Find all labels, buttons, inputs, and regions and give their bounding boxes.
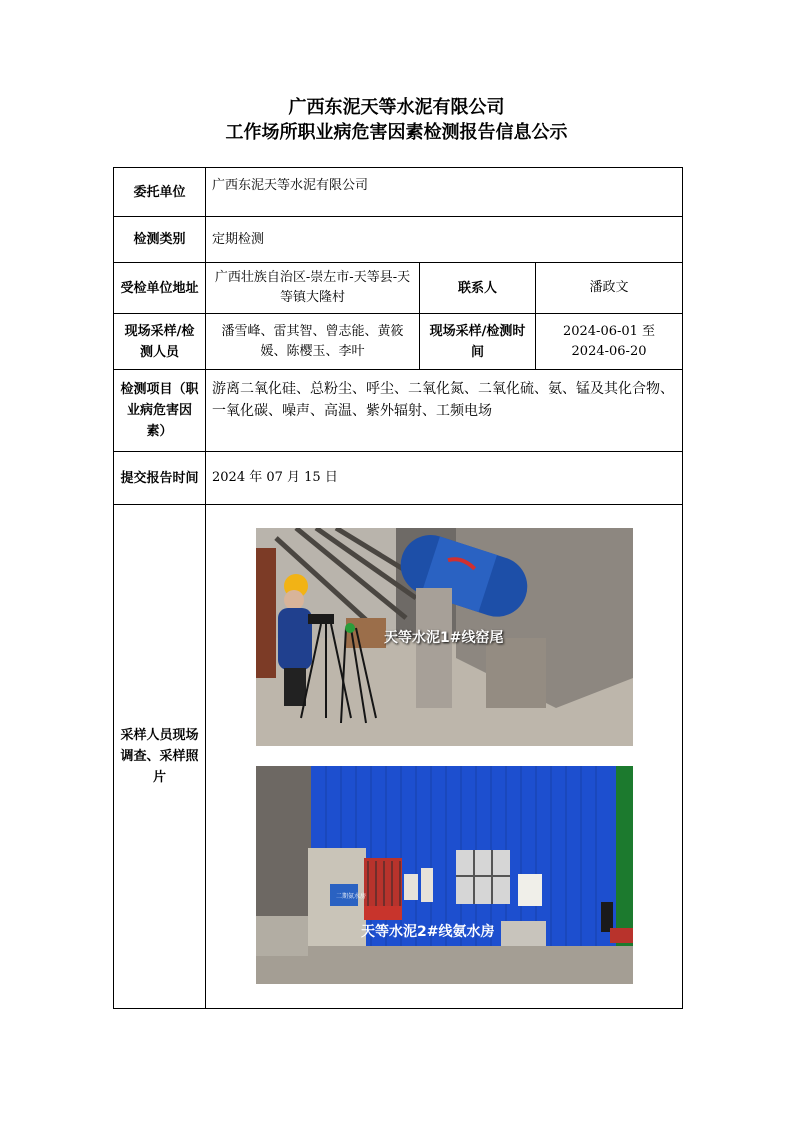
row-report: [114, 452, 683, 505]
time-end: 2024-06-20: [571, 343, 647, 359]
client-value: 广西东泥天等水泥有限公司: [206, 168, 683, 217]
address-label: 受检单位地址: [114, 263, 206, 314]
client-label: 委托单位: [114, 168, 206, 217]
report-label: 提交报告时间: [114, 452, 206, 505]
photos-cell: [206, 505, 683, 1009]
row-client: [114, 168, 683, 217]
contact-label: 联系人: [420, 263, 536, 314]
address-value: 广西壮族自治区-崇左市-天等县-天等镇大隆村: [206, 263, 420, 314]
photo-kiln-tail: [256, 528, 633, 746]
time-label: 现场采样/检测时间: [420, 314, 536, 370]
report-title-company: 广西东泥天等水泥有限公司: [288, 97, 505, 118]
report-title-main: 工作场所职业病危害因素检测报告信息公示: [225, 122, 568, 143]
staff-label: 现场采样/检测人员: [114, 314, 206, 370]
time-start: 2024-06-01 至: [562, 323, 656, 339]
type-label: 检测类别: [114, 217, 206, 263]
photo-ammonia-house-image: [256, 766, 633, 984]
photo-ammonia-sign: 二期氨水房: [335, 892, 366, 900]
row-items: [114, 370, 683, 452]
row-address: [114, 263, 683, 314]
staff-value: 潘雪峰、雷其智、曾志能、黄筱媛、陈樱玉、李叶: [206, 314, 420, 370]
contact-value: 潘政文: [536, 263, 683, 314]
type-value: 定期检测: [206, 217, 683, 263]
photo-kiln-tail-caption: 天等水泥1#线窑尾: [383, 629, 503, 646]
report-value: 2024 年 07 月 15 日: [206, 452, 683, 505]
items-value: 游离二氧化硅、总粉尘、呼尘、二氧化氮、二氧化硫、氨、锰及其化合物、一氧化碳、噪声、高温、紫外辐射、工频电场: [206, 370, 683, 452]
photo-ammonia-house-caption: 天等水泥2#线氨水房: [360, 923, 494, 940]
photo-ammonia-house: [256, 766, 633, 984]
row-staff: [114, 314, 683, 370]
photos-label: 采样人员现场调查、采样照片: [114, 505, 206, 1009]
report-info-table: [113, 167, 683, 1009]
photo-kiln-tail-image: [256, 528, 633, 746]
row-photos: [114, 505, 683, 1009]
time-value: [536, 314, 683, 370]
items-label: 检测项目（职业病危害因素）: [114, 370, 206, 452]
row-type: [114, 217, 683, 263]
